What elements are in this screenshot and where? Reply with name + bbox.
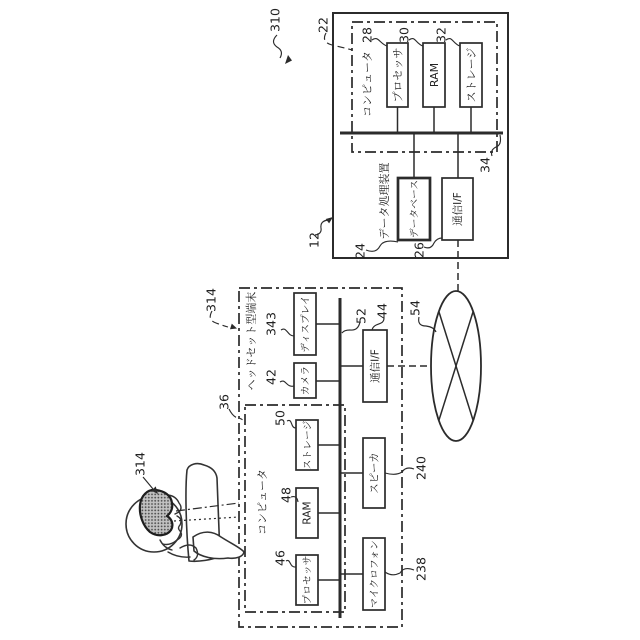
wearer-collar-2 — [168, 552, 190, 557]
server-comm-ref: 26 — [411, 242, 427, 258]
headset-ram-label: RAM — [301, 501, 314, 525]
wearer-arm — [193, 532, 244, 558]
server-title: データ処理装置 — [377, 162, 391, 240]
headset-ref: 314 — [203, 288, 219, 312]
server-ref: 12 — [306, 232, 322, 248]
headset-microphone-label: マイクロフォン — [369, 540, 381, 608]
headset-processor-label: プロセッサ — [302, 555, 314, 605]
headset-camera-label: カメラ — [300, 365, 312, 396]
wearer-headset-ref: 314 — [132, 452, 148, 476]
server-database-ref: 24 — [352, 243, 368, 259]
system-ref-310 — [267, 8, 292, 64]
headset-ram-ref: 48 — [278, 487, 294, 503]
network-ref: 54 — [407, 300, 423, 316]
headset-computer-ref: 36 — [216, 394, 232, 410]
headset-ref-arrowhead — [230, 324, 237, 330]
system-ref-label: 310 — [267, 8, 283, 32]
data-processing-device-block — [306, 13, 508, 291]
server-ram-ref: 30 — [396, 27, 412, 43]
headset-title: ヘッドセット型端末 — [244, 291, 258, 391]
server-comm-if-label: 通信I/F — [452, 192, 465, 226]
server-ref-arrowhead — [326, 217, 333, 223]
server-processor-label: プロセッサ — [391, 47, 405, 103]
network-symbol — [407, 291, 481, 441]
server-ram-label: RAM — [427, 62, 441, 88]
headset-comm-ref: 44 — [374, 303, 390, 319]
server-storage-label: ストレージ — [464, 47, 478, 103]
headset-storage-ref: 50 — [272, 410, 288, 426]
headset-ref-leader — [210, 311, 228, 327]
headset-speaker-ref: 240 — [413, 456, 429, 480]
headset-processor-ref: 46 — [272, 550, 288, 566]
headset-storage-label: ストレージ — [302, 420, 314, 470]
wearer-sketch — [126, 452, 244, 561]
system-ref-arrowhead — [285, 55, 292, 64]
server-computer-ref: 22 — [315, 17, 331, 33]
headset-computer-title: コンピュータ — [255, 469, 269, 535]
server-computer-title: コンピュータ — [360, 51, 374, 117]
server-storage-ref: 32 — [433, 27, 449, 43]
server-processor-ref: 28 — [359, 27, 375, 43]
server-database-label: データベース — [409, 179, 421, 239]
headset-camera-ref: 42 — [263, 369, 279, 385]
headset-bus-ref: 52 — [353, 308, 369, 324]
headset-microphone-ref: 238 — [413, 557, 429, 581]
system-ref-leader — [274, 35, 282, 58]
headset-display-label: ディスプレイ — [300, 295, 312, 353]
headset-terminal-block — [203, 288, 431, 627]
wearer-headset-ref-leader — [143, 477, 153, 489]
headset-speaker-label: スピーカ — [368, 452, 381, 494]
headset-display-ref: 343 — [263, 312, 279, 336]
headset-comm-if-label: 通信I/F — [369, 349, 382, 383]
server-bus-ref: 34 — [477, 157, 493, 173]
